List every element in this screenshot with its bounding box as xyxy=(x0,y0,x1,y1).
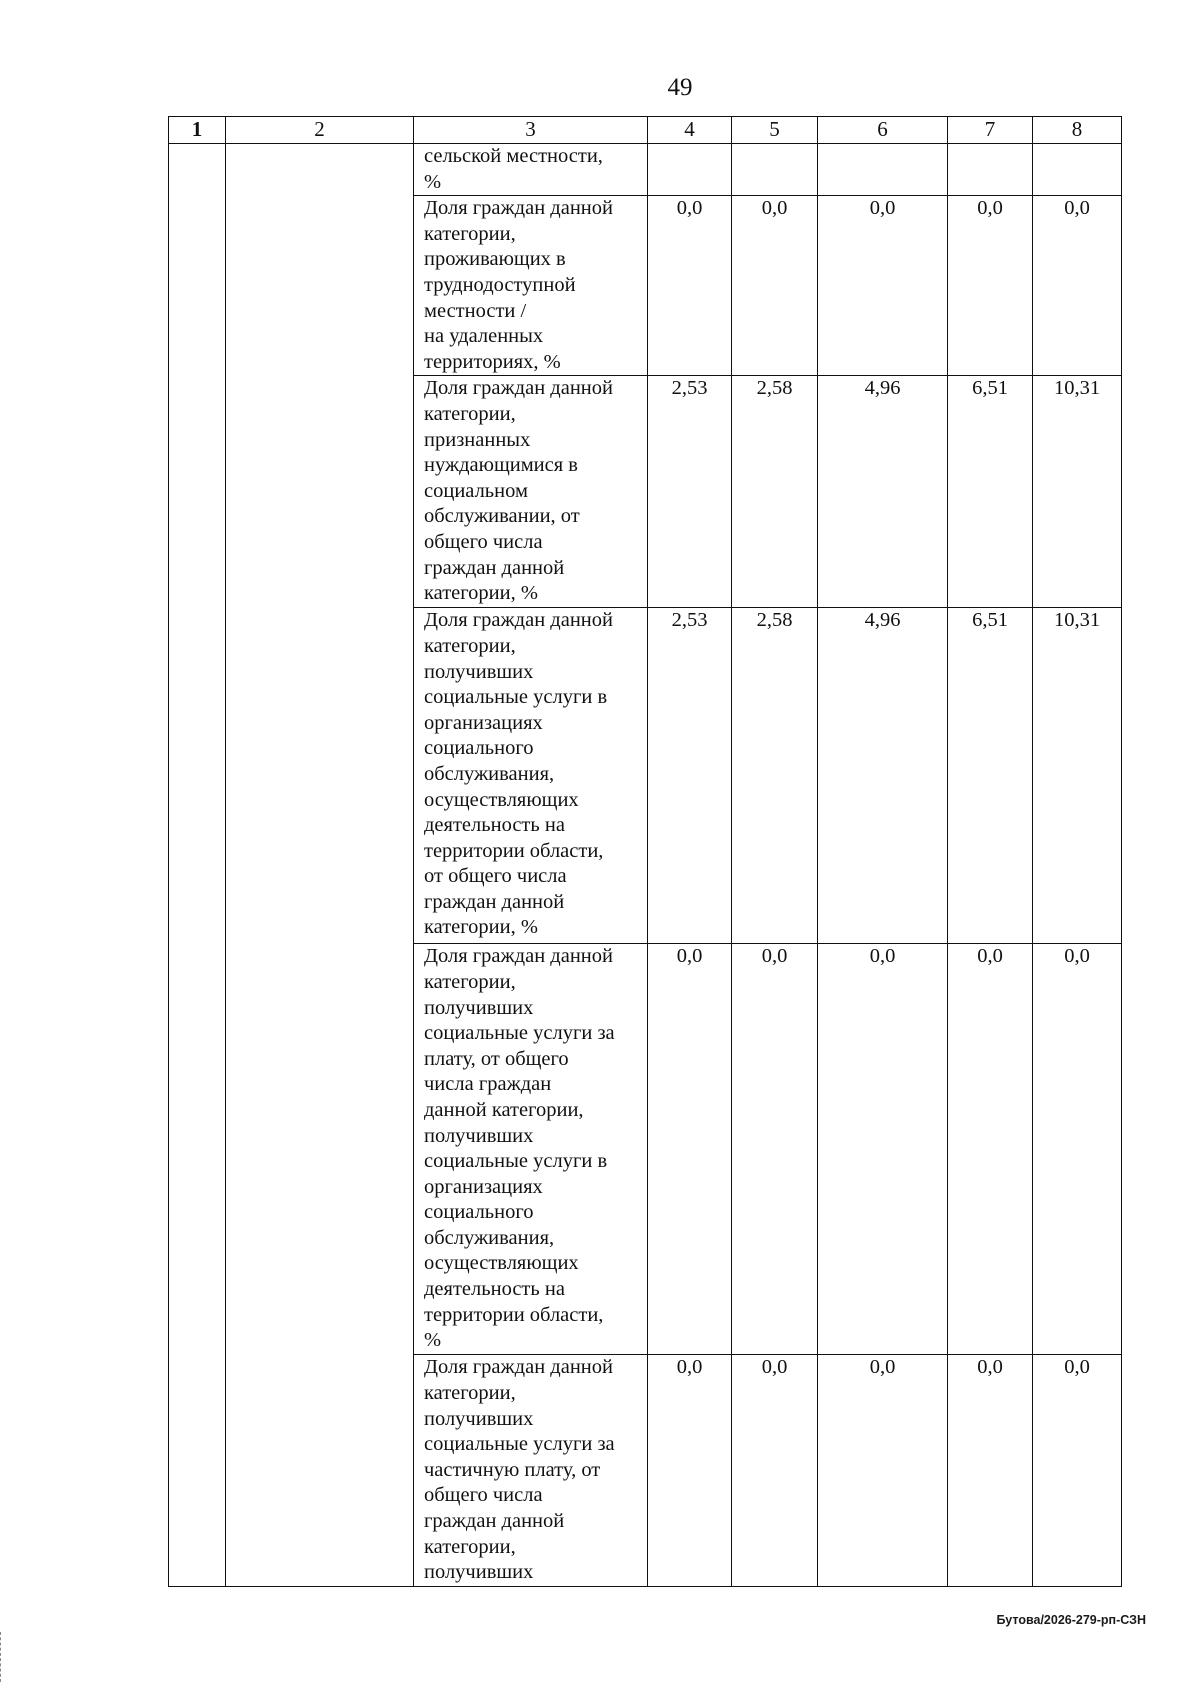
column-2-cell xyxy=(226,1355,414,1587)
indicator-name: Доля граждан данной категории, признанных нуждающимися в социальном обслуживании, от общего числа граждан данной категории, % xyxy=(414,376,648,608)
column-1-cell xyxy=(169,144,226,196)
indicator-name: Доля граждан данной категории, получивших социальные услуги за плату, от общего числа граждан данной категории, получивших социальные услуги в организациях социального обслуживания, осуществляющих деятельность на территории области, % xyxy=(414,944,648,1355)
value-cell: 10,31 xyxy=(1033,608,1122,944)
value-cell xyxy=(732,144,818,196)
table-row xyxy=(169,1355,1122,1587)
scan-edge-mark xyxy=(0,1632,2,1682)
column-2-cell xyxy=(226,608,414,944)
value-cell: 0,0 xyxy=(732,944,818,1355)
indicator-name: Доля граждан данной категории, получивших социальные услуги в организациях социального обслуживания, осуществляющих деятельность на территории области, от общего числа граждан данной категории, % xyxy=(414,608,648,944)
column-1-cell xyxy=(169,1355,226,1587)
value-cell: 0,0 xyxy=(1033,944,1122,1355)
indicator-name: Доля граждан данной категории, проживающих в труднодоступной местности / на удаленных территориях, % xyxy=(414,196,648,376)
column-1-cell xyxy=(169,196,226,376)
indicator-name: Доля граждан данной категории, получивших социальные услуги за частичную плату, от общего числа граждан данной категории, получивших xyxy=(414,1355,648,1587)
column-1-cell xyxy=(169,376,226,608)
value-cell: 0,0 xyxy=(818,196,948,376)
table-row xyxy=(169,376,1122,608)
value-cell: 2,58 xyxy=(732,376,818,608)
value-cell: 0,0 xyxy=(648,944,732,1355)
document-code: Бутова/2026-279-рп-СЗН xyxy=(996,1613,1146,1627)
column-header-1: 1 xyxy=(169,117,226,144)
column-2-cell xyxy=(226,144,414,196)
indicator-name: сельской местности, % xyxy=(414,144,648,196)
table-row xyxy=(169,144,1122,196)
value-cell: 4,96 xyxy=(818,376,948,608)
value-cell: 0,0 xyxy=(732,1355,818,1587)
column-header-4: 4 xyxy=(648,117,732,144)
value-cell: 0,0 xyxy=(948,944,1033,1355)
value-cell: 0,0 xyxy=(948,1355,1033,1587)
value-cell: 10,31 xyxy=(1033,376,1122,608)
table-row xyxy=(169,944,1122,1355)
column-2-cell xyxy=(226,376,414,608)
value-cell: 4,96 xyxy=(818,608,948,944)
value-cell xyxy=(648,144,732,196)
page-number: 49 xyxy=(667,74,693,101)
column-number-row xyxy=(169,117,1122,144)
value-cell: 2,53 xyxy=(648,376,732,608)
value-cell: 0,0 xyxy=(1033,196,1122,376)
value-cell xyxy=(948,144,1033,196)
value-cell xyxy=(1033,144,1122,196)
value-cell: 2,53 xyxy=(648,608,732,944)
value-cell xyxy=(818,144,948,196)
column-header-3: 3 xyxy=(414,117,648,144)
value-cell: 2,58 xyxy=(732,608,818,944)
column-header-5: 5 xyxy=(732,117,818,144)
column-2-cell xyxy=(226,196,414,376)
column-2-cell xyxy=(226,944,414,1355)
value-cell: 0,0 xyxy=(948,196,1033,376)
column-1-cell xyxy=(169,608,226,944)
value-cell: 6,51 xyxy=(948,608,1033,944)
column-header-6: 6 xyxy=(818,117,948,144)
table-row xyxy=(169,608,1122,944)
value-cell: 0,0 xyxy=(732,196,818,376)
indicator-table xyxy=(168,116,1122,1587)
value-cell: 0,0 xyxy=(648,1355,732,1587)
value-cell: 0,0 xyxy=(818,1355,948,1587)
column-header-2: 2 xyxy=(226,117,414,144)
value-cell: 0,0 xyxy=(818,944,948,1355)
value-cell: 0,0 xyxy=(648,196,732,376)
value-cell: 6,51 xyxy=(948,376,1033,608)
value-cell: 0,0 xyxy=(1033,1355,1122,1587)
table-row xyxy=(169,196,1122,376)
column-1-cell xyxy=(169,944,226,1355)
column-header-7: 7 xyxy=(948,117,1033,144)
column-header-8: 8 xyxy=(1033,117,1122,144)
